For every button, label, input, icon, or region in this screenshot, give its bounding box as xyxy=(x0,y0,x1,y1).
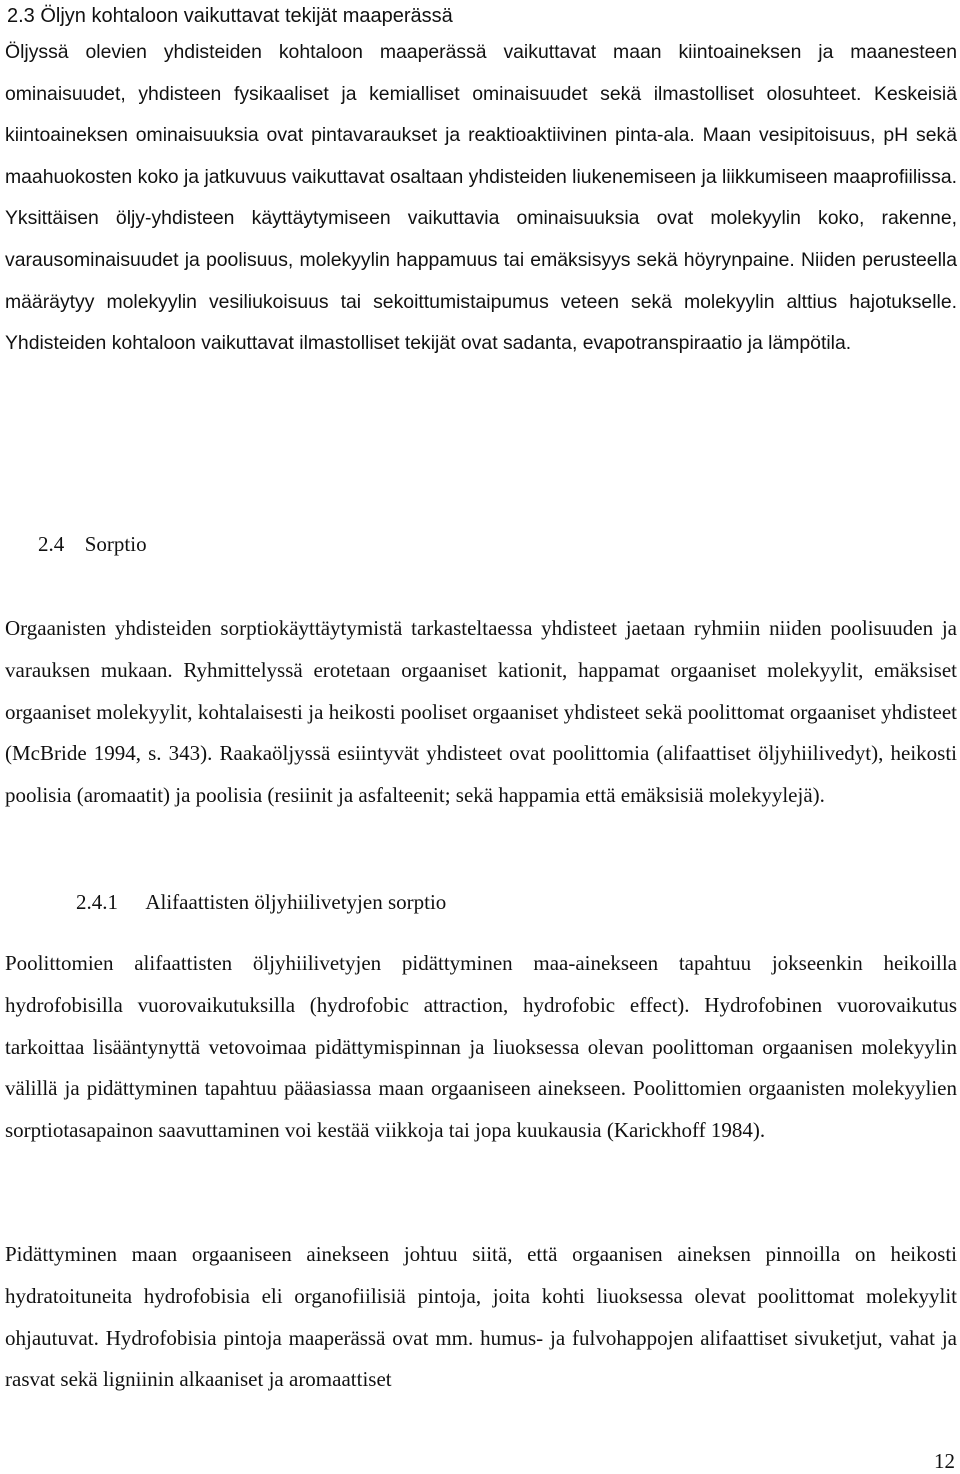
section-title: Sorptio xyxy=(84,532,147,556)
paragraph-2-4: Orgaanisten yhdisteiden sorptiokäyttäytymistä tarkasteltaessa yhdisteet jaetaan ryhmiin niiden poolisuuden ja varauksen mukaan. Ryhmittelyssä erotetaan orgaaniset kationit, happamat orgaaniset molekyylit, emäksiset orgaaniset molekyylit, kohtalaisesti ja heikosti pooliset orgaaniset yhdisteet sekä poolittomat orgaaniset yhdisteet (McBride 1994, s. 343). Raakaöljyssä esiintyvät yhdisteet ovat poolittomia (alifaattiset öljyhiilivedyt), heikosti poolisia (aromaatit) ja poolisia (resiinit ja asfalteenit; sekä happamia että emäksisiä molekyylejä). xyxy=(5,616,957,808)
section-heading-2-4-1 xyxy=(76,888,446,916)
paragraph-2-4-1-a: Poolittomien alifaattisten öljyhiilivetyjen pidättyminen maa-ainekseen tapahtuu jokseenkin heikoilla hydrofobisilla vuorovaikutuksilla (hydrofobic attraction, hydrofobic effect). Hydrofobinen vuorovaikutus tarkoittaa lisääntynyttä vetovoimaa pidättymispinnan ja liuoksessa olevan poolittoman orgaanisen molekyylin välillä ja pidättyminen tapahtuu pääasiassa maan orgaaniseen ainekseen. Poolittomien orgaanisten molekyylien sorptiotasapainon saavuttaminen voi kestää viikkoja tai jopa kuukausia (Karickhoff 1984). xyxy=(5,951,957,1143)
section-number: 2.4.1 xyxy=(76,890,118,914)
section-heading-2-4 xyxy=(38,530,147,558)
paragraph-2-4-1-b: Pidättyminen maan orgaaniseen ainekseen johtuu siitä, että orgaanisen aineksen pinnoilla on heikosti hydratoituneita hydrofobisia eli organofiilisiä pintoja, joita kohti liuoksessa olevat poolittomat molekyylit ohjautuvat. Hydrofobisia pintoja maaperässä ovat mm. humus- ja fulvohappojen alifaattiset sivuketjut, vahat ja rasvat sekä ligniinin alkaaniset ja aromaattiset xyxy=(5,1242,957,1392)
paragraph-2-3: Öljyssä olevien yhdisteiden kohtaloon maaperässä vaikuttavat maan kiintoaineksen ja maanesteen ominaisuudet, yhdisteen fysikaaliset ja kemialliset ominaisuudet sekä ilmastolliset olosuhteet. Keskeisiä kiintoaineksen ominaisuuksia ovat pintavaraukset ja reaktioaktiivinen pinta-ala. Maan vesipitoisuus, pH sekä maahuokosten koko ja jatkuvuus vaikuttavat osaltaan yhdisteiden liukenemiseen ja liikkumiseen maaprofiilissa. Yksittäisen öljy-yhdisteen käyttäytymiseen vaikuttavia ominaisuuksia ovat molekyylin koko, rakenne, varausominaisuudet ja poolisuus, molekyylin happamuus tai emäksisyys sekä höyrynpaine. Niiden perusteella määräytyy molekyylin vesiliukoisuus tai sekoittumistaipumus veteen sekä molekyylin alttius hajotukselle. Yhdisteiden kohtaloon vaikuttavat ilmastolliset tekijät ovat sadanta, evapotranspiraatio ja lämpötila. xyxy=(5,41,957,355)
section-number: 2.4 xyxy=(38,532,65,556)
page-number: 12 xyxy=(934,1449,955,1473)
section-heading-2-3: 2.3 Öljyn kohtaloon vaikuttavat tekijät maaperässä xyxy=(7,5,453,27)
section-title: Alifaattisten öljyhiilivetyjen sorptio xyxy=(145,890,447,914)
